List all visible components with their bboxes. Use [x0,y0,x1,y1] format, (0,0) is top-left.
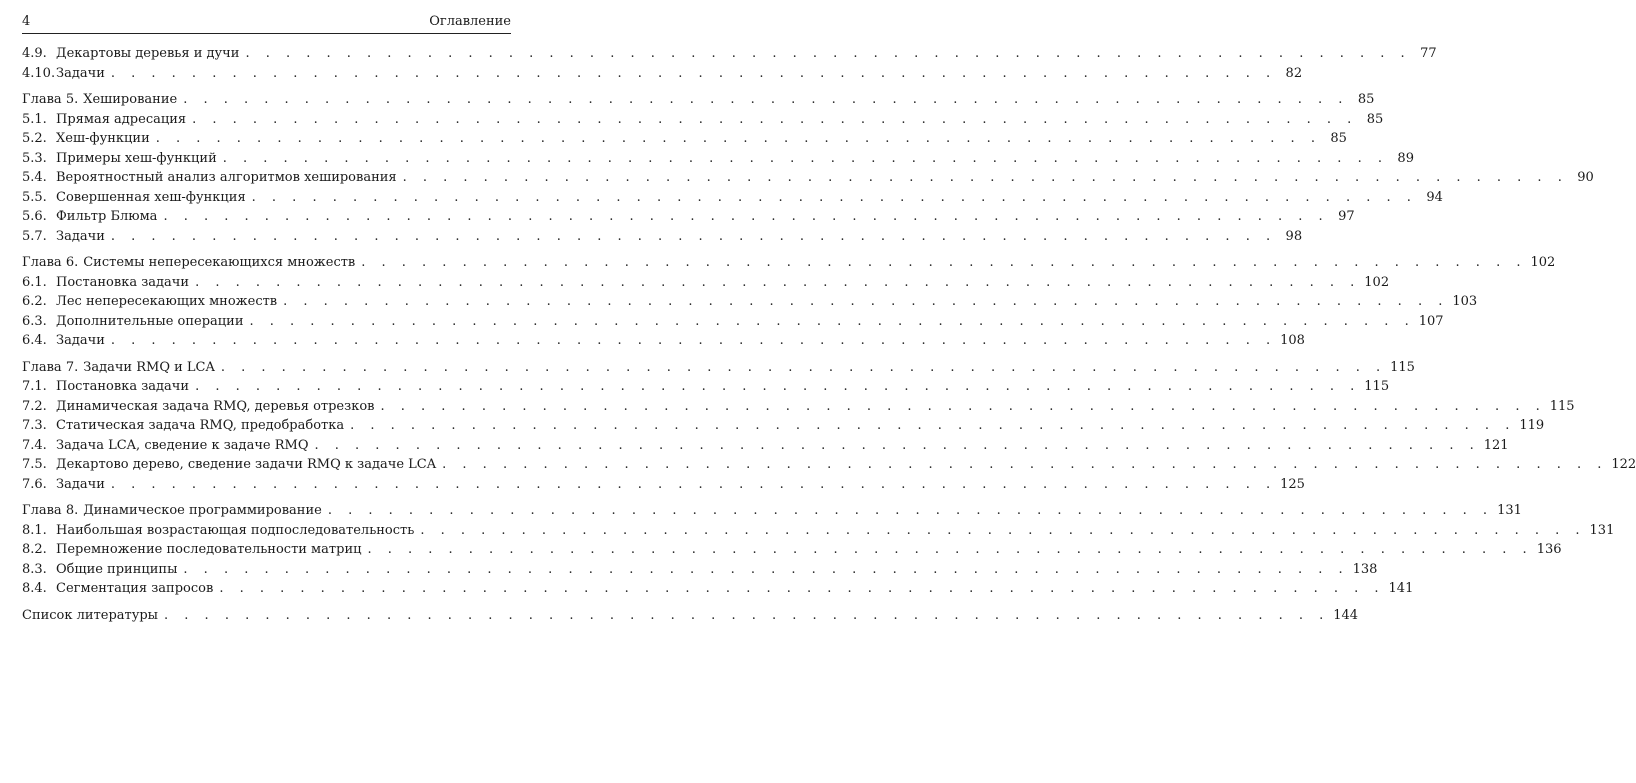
dot-leader: . . . . . . . . . . . . . . . . . . . . . . . . . . . . . . . . . . . . . . . . . . . . . . . . . . . . . . . . . . [402,170,1568,185]
dot-leader: . . . . . . . . . . . . . . . . . . . . . . . . . . . . . . . . . . . . . . . . . . . . . . . . . . . . . . . . . . [110,228,1277,244]
toc-entry-page-number: 131 [1589,522,1615,538]
toc-entry-page-number: 115 [1390,359,1415,375]
toc-entry-title: Фильтр Блюма [56,209,158,224]
toc-section-entry[interactable] [22,44,1437,64]
toc-section-entry[interactable] [22,377,1390,397]
toc-entry-number: 8.1. [22,522,47,538]
toc-section-entry[interactable] [22,292,1478,312]
toc-entry-page-number: 122 [1611,457,1636,472]
toc-entry-number: 6.4. [22,333,47,348]
toc-entry-title: Дополнительные операции [56,313,244,329]
dot-leader: . . . . . . . . . . . . . . . . . . . . . . . . . . . . . . . . . . . . . . . . . . . . . . . . . . . . . . . . . . [183,92,1349,107]
toc-entry-title: Постановка задачи [56,379,190,394]
dot-leader: . . . . . . . . . . . . . . . . . . . . . . . . . . . . . . . . . . . . . . . . . . . . . . . . . . . . . . . . . . [195,379,1361,394]
toc-section-entry[interactable] [22,416,1545,436]
dot-leader: . . . . . . . . . . . . . . . . . . . . . . . . . . . . . . . . . . . . . . . . . . . . . . . . . . . . . . . . . . [222,150,1388,166]
dot-leader: . . . . . . . . . . . . . . . . . . . . . . . . . . . . . . . . . . . . . . . . . . . . . . . . . . . . . . . . . . [314,437,1480,453]
toc-entry-page-number: 90 [1577,170,1594,185]
dot-leader: . . . . . . . . . . . . . . . . . . . . . . . . . . . . . . . . . . . . . . . . . . . . . . . . . . . . . . . . . . [249,313,1415,329]
toc-section-entry[interactable] [22,110,1384,130]
dot-leader: . . . . . . . . . . . . . . . . . . . . . . . . . . . . . . . . . . . . . . . . . . . . . . . . . . . . . . . . . . [251,189,1417,205]
toc-entry-title: Задачи [56,333,105,348]
toc-entry-number: 8.3. [22,561,47,577]
toc-entry-number: Глава 6. [22,255,79,270]
toc-section-entry[interactable] [22,207,1355,227]
toc-entry-title: Сегментация запросов [56,581,214,596]
toc-section-entry[interactable] [22,397,1575,417]
toc-entry-number: 5.6. [22,209,47,224]
dot-leader: . . . . . . . . . . . . . . . . . . . . . . . . . . . . . . . . . . . . . . . . . . . . . . . . . . . . . . . . . . [164,607,1330,623]
toc-section-entry[interactable] [22,475,1305,495]
dot-leader: . . . . . . . . . . . . . . . . . . . . . . . . . . . . . . . . . . . . . . . . . . . . . . . . . . . . . . . . . . [442,457,1608,472]
toc-entry-title: Динамическая задача RMQ, деревья отрезков [56,398,375,414]
toc-entry-title: Задачи RMQ и LCA [83,359,215,375]
dot-leader: . . . . . . . . . . . . . . . . . . . . . . . . . . . . . . . . . . . . . . . . . . . . . . . . . . . . . . . . . . [361,255,1527,270]
table-of-contents [22,44,1636,625]
dot-leader: . . . . . . . . . . . . . . . . . . . . . . . . . . . . . . . . . . . . . . . . . . . . . . . . . . . . . . . . . . [283,294,1449,309]
toc-section-entry[interactable] [22,149,1414,169]
toc-entry-page-number: 85 [1366,111,1384,127]
toc-entry-title: Совершенная хеш-функция [56,189,246,205]
toc-section-entry[interactable] [22,168,1594,188]
toc-entry-title: Системы непересекающихся множеств [83,255,356,270]
toc-entry-title: Наибольшая возрастающая подпоследовательность [56,522,415,538]
dot-leader: . . . . . . . . . . . . . . . . . . . . . . . . . . . . . . . . . . . . . . . . . . . . . . . . . . . . . . . . . . [367,542,1533,557]
dot-leader: . . . . . . . . . . . . . . . . . . . . . . . . . . . . . . . . . . . . . . . . . . . . . . . . . . . . . . . . . . [110,65,1277,81]
toc-entry-number: 8.2. [22,542,47,557]
toc-entry-number: 7.2. [22,398,47,414]
toc-entry-page-number: 121 [1483,437,1509,453]
toc-section-entry[interactable] [22,521,1615,541]
toc-entry-number: 7.1. [22,379,47,394]
dot-leader: . . . . . . . . . . . . . . . . . . . . . . . . . . . . . . . . . . . . . . . . . . . . . . . . . . . . . . . . . . [110,476,1277,492]
toc-section-entry[interactable] [22,436,1509,456]
dot-leader: . . . . . . . . . . . . . . . . . . . . . . . . . . . . . . . . . . . . . . . . . . . . . . . . . . . . . . . . . . [192,111,1358,127]
toc-entry-number: 6.1. [22,274,47,290]
toc-section-entry[interactable] [22,129,1347,149]
toc-entry-title: Динамическое программирование [83,503,322,518]
toc-entry-number: 6.2. [22,294,47,309]
toc-entry-page-number: 77 [1420,46,1437,61]
toc-entry-page-number: 98 [1285,228,1303,244]
toc-entry-number: 5.2. [22,131,47,146]
toc-entry-title: Список литературы [22,607,159,623]
toc-entry-number: 7.6. [22,476,47,492]
toc-entry-title: Вероятностный анализ алгоритмов хеширования [56,170,397,185]
toc-section-entry[interactable] [22,273,1390,293]
toc-entry-title: Прямая адресация [56,111,187,127]
toc-entry-page-number: 144 [1333,607,1359,623]
toc-section-entry[interactable] [22,331,1305,351]
toc-entry-page-number: 138 [1352,561,1378,577]
toc-entry-title: Перемножение последовательности матриц [56,542,362,557]
dot-leader: . . . . . . . . . . . . . . . . . . . . . . . . . . . . . . . . . . . . . . . . . . . . . . . . . . . . . . . . . . [327,503,1494,518]
toc-entry-number: 5.1. [22,111,47,127]
toc-entry-title: Декартовы деревья и дучи [56,46,240,61]
toc-entry-title: Хеш-функции [56,131,150,146]
toc-entry-title: Статическая задача RMQ, предобработка [56,418,345,433]
toc-entry-page-number: 108 [1280,333,1305,348]
toc-entry-page-number: 97 [1338,209,1355,224]
toc-entry-number: 5.3. [22,150,47,166]
toc-entry-title: Задачи [56,228,105,244]
toc-chapter-entry[interactable] [22,358,1415,378]
toc-entry-page-number: 103 [1452,294,1478,309]
toc-entry-title: Примеры хеш-функций [56,150,217,166]
toc-entry-number: 7.4. [22,437,47,453]
toc-entry-title: Задачи [56,65,105,81]
toc-entry-page-number: 107 [1418,313,1444,329]
toc-entry-number: 5.4. [22,170,47,185]
dot-leader: . . . . . . . . . . . . . . . . . . . . . . . . . . . . . . . . . . . . . . . . . . . . . . . . . . . . . . . . . . [420,522,1586,538]
dot-leader: . . . . . . . . . . . . . . . . . . . . . . . . . . . . . . . . . . . . . . . . . . . . . . . . . . . . . . . . . . [183,561,1349,577]
toc-entry-page-number: 89 [1397,150,1414,166]
toc-entry-page-number: 115 [1549,398,1575,414]
dot-leader: . . . . . . . . . . . . . . . . . . . . . . . . . . . . . . . . . . . . . . . . . . . . . . . . . . . . . . . . . . [163,209,1329,224]
toc-entry-title: Декартово дерево, сведение задачи RMQ к задаче LCA [56,457,437,472]
toc-section-entry[interactable] [22,540,1562,560]
document-page [22,12,1636,625]
dot-leader: . . . . . . . . . . . . . . . . . . . . . . . . . . . . . . . . . . . . . . . . . . . . . . . . . . . . . . . . . . [245,46,1411,61]
page-number: 4 [22,14,31,29]
toc-entry-number: 5.5. [22,189,47,205]
toc-chapter-entry[interactable] [22,501,1522,521]
header-rule [22,33,511,34]
section-title: Оглавление [429,14,511,29]
toc-entry-page-number: 125 [1280,476,1305,492]
toc-entry-title: Задача LCA, сведение к задаче RMQ [56,437,309,453]
toc-entry-title: Постановка задачи [56,274,190,290]
running-head [22,12,511,32]
toc-entry-number: 4.10. [22,65,56,81]
toc-entry-page-number: 85 [1357,92,1375,107]
toc-entry-page-number: 82 [1285,65,1303,81]
toc-entry-number: 5.7. [22,228,47,244]
dot-leader: . . . . . . . . . . . . . . . . . . . . . . . . . . . . . . . . . . . . . . . . . . . . . . . . . . . . . . . . . . [220,359,1387,375]
toc-entry-page-number: 119 [1519,418,1545,433]
toc-entry-number: Глава 8. [22,503,79,518]
toc-entry-title: Задачи [56,476,105,492]
toc-entry-page-number: 136 [1536,542,1562,557]
toc-section-entry[interactable] [22,227,1303,247]
toc-chapter-entry[interactable] [22,90,1375,110]
toc-entry-title: Общие принципы [56,561,178,577]
toc-entry-page-number: 115 [1364,379,1390,394]
toc-entry-number: 7.5. [22,457,47,472]
toc-entry-title: Хеширование [83,92,178,107]
toc-section-entry[interactable] [22,188,1443,208]
toc-entry-number: Глава 5. [22,92,79,107]
toc-entry-page-number: 85 [1330,131,1347,146]
toc-section-entry[interactable] [22,455,1636,475]
dot-leader: . . . . . . . . . . . . . . . . . . . . . . . . . . . . . . . . . . . . . . . . . . . . . . . . . . . . . . . . . . [380,398,1546,414]
toc-entry-number: 6.3. [22,313,47,329]
toc-entry-title: Лес непересекающих множеств [56,294,278,309]
toc-entry-page-number: 141 [1388,581,1414,596]
dot-leader: . . . . . . . . . . . . . . . . . . . . . . . . . . . . . . . . . . . . . . . . . . . . . . . . . . . . . . . . . . [110,333,1277,348]
toc-entry-page-number: 94 [1426,189,1443,205]
toc-chapter-entry[interactable] [22,253,1556,273]
toc-section-entry[interactable] [22,579,1414,599]
toc-section-entry[interactable] [22,64,1303,84]
toc-entry-number: 4.9. [22,46,47,61]
dot-leader: . . . . . . . . . . . . . . . . . . . . . . . . . . . . . . . . . . . . . . . . . . . . . . . . . . . . . . . . . . [219,581,1385,596]
dot-leader: . . . . . . . . . . . . . . . . . . . . . . . . . . . . . . . . . . . . . . . . . . . . . . . . . . . . . . . . . . [155,131,1321,146]
toc-entry-page-number: 131 [1497,503,1522,518]
dot-leader: . . . . . . . . . . . . . . . . . . . . . . . . . . . . . . . . . . . . . . . . . . . . . . . . . . . . . . . . . . [350,418,1516,433]
toc-entry-page-number: 102 [1530,255,1556,270]
toc-entry-number: 8.4. [22,581,47,596]
toc-section-entry[interactable] [22,312,1444,332]
toc-entry-number: Глава 7. [22,359,79,375]
toc-chapter-entry[interactable] [22,606,1359,626]
toc-section-entry[interactable] [22,560,1378,580]
toc-entry-page-number: 102 [1364,274,1390,290]
dot-leader: . . . . . . . . . . . . . . . . . . . . . . . . . . . . . . . . . . . . . . . . . . . . . . . . . . . . . . . . . . [195,274,1361,290]
toc-entry-number: 7.3. [22,418,47,433]
